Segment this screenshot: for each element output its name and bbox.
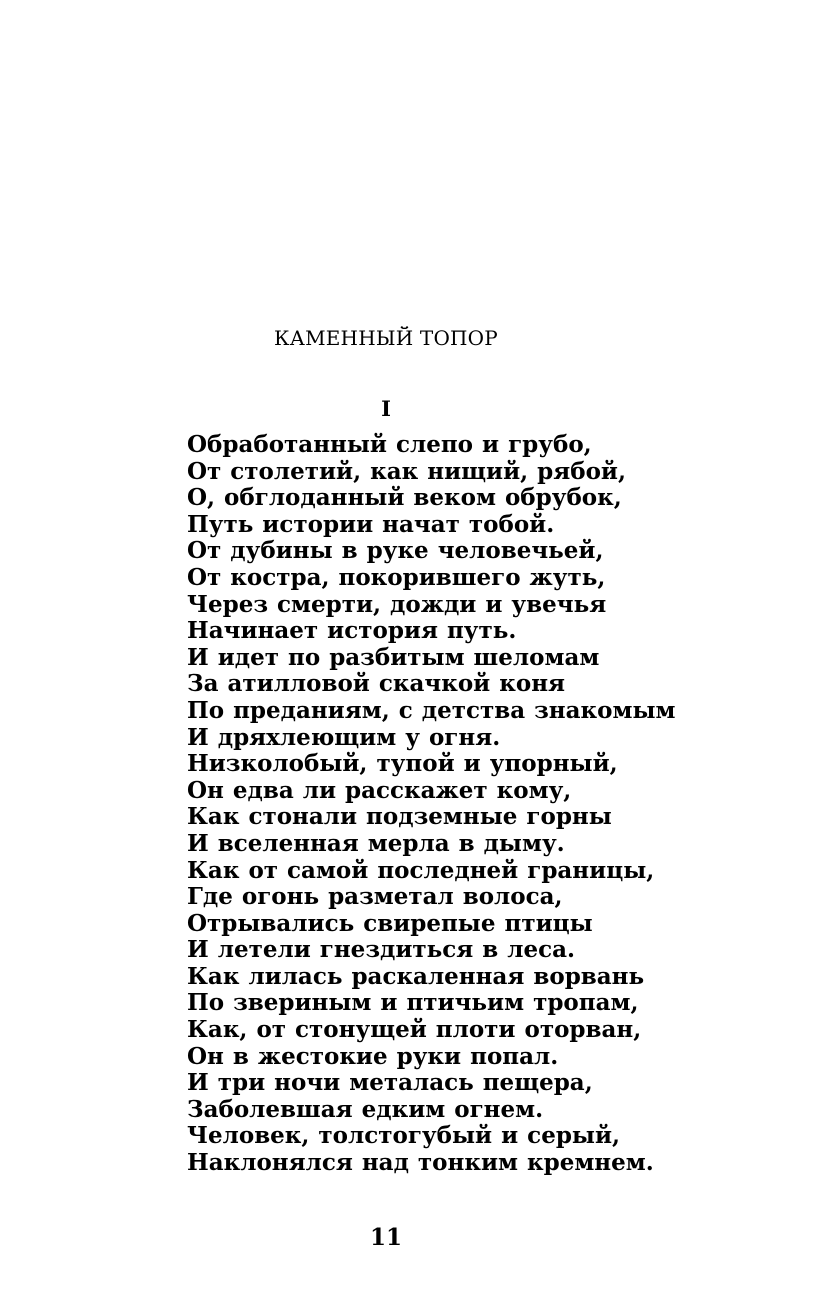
verse-line: Он в жестокие руки попал. <box>187 1042 559 1070</box>
verse-line: Как стонали подземные горны <box>187 803 612 831</box>
verse-line: И летели гнездиться в леса. <box>187 936 576 964</box>
verse-line: И идет по разбитым шеломам <box>187 643 600 671</box>
page-number: 11 <box>369 1224 402 1251</box>
verse-line: Через смерти, дожди и увечья <box>187 590 607 618</box>
verse-line: И дряхлеющим у огня. <box>187 723 501 751</box>
verse-line: Где огонь разметал волоса, <box>187 883 563 911</box>
verse-line: Начинает история путь. <box>187 617 517 645</box>
verse-line: Человек, толстогубый и серый, <box>187 1122 621 1150</box>
verse-line: Низколобый, тупой и упорный, <box>187 750 618 778</box>
poem-verse <box>187 432 675 1177</box>
verse-line: Путь истории начат тобой. <box>187 510 555 538</box>
poem-title: КАМЕННЫЙ ТОПОР <box>274 326 498 350</box>
verse-line: Обработанный слепо и грубо, <box>187 431 592 458</box>
verse-line: И три ночи металась пещера, <box>187 1069 593 1097</box>
verse-line: Как, от стонущей плоти оторван, <box>187 1016 642 1044</box>
verse-line: Заболевшая едким огнем. <box>187 1095 544 1123</box>
verse-line: От столетий, как нищий, рябой, <box>187 457 626 485</box>
section-number: I <box>381 396 391 421</box>
verse-line: Отрывались свирепые птицы <box>187 909 593 937</box>
verse-line: От дубины в руке человечьей, <box>187 537 604 565</box>
verse-line: О, обглоданный веком обрубок, <box>187 484 622 512</box>
verse-line: Как от самой последней границы, <box>187 856 655 884</box>
verse-line: Он едва ли расскажет кому, <box>187 776 572 804</box>
verse-line: От костра, покорившего жуть, <box>187 563 606 591</box>
verse-line: По преданиям, с детства знакомым <box>187 696 676 724</box>
verse-line: По звериным и птичьим тропам, <box>187 989 639 1017</box>
verse-line: За атилловой скачкой коня <box>187 670 566 698</box>
verse-line: Как лилась раскаленная ворвань <box>187 962 645 990</box>
verse-line: И вселенная мерла в дыму. <box>187 829 565 857</box>
verse-line: Наклонялся над тонким кремнем. <box>187 1149 654 1177</box>
